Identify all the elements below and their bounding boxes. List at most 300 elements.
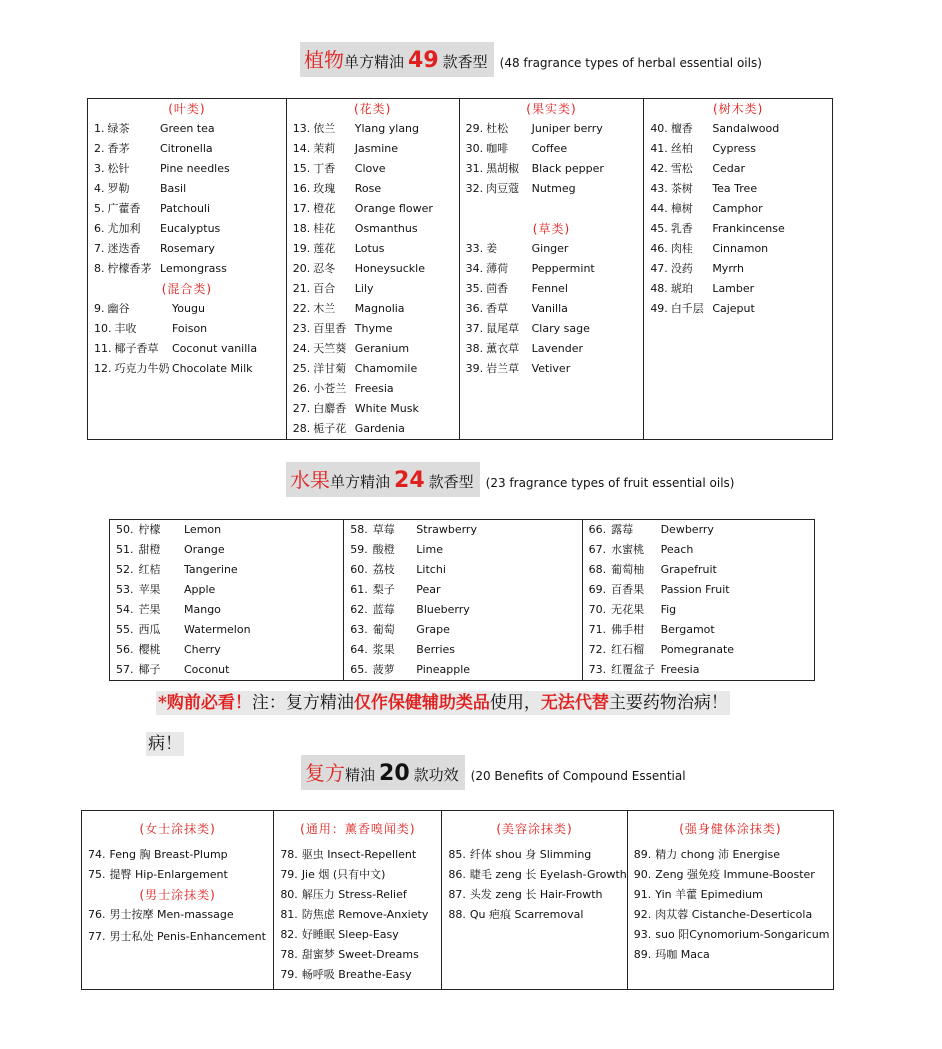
item-cn-name: 浆果 — [372, 643, 395, 656]
item-cn-name: 露莓 — [611, 523, 634, 536]
item-en-name: Eucalyptus — [160, 222, 221, 235]
item-cn-name: 红覆盆子 — [611, 663, 656, 676]
oil-item — [644, 299, 832, 319]
purchase-notice — [156, 688, 730, 713]
oil-item — [460, 319, 644, 339]
item-en-name: Rosemary — [160, 242, 215, 255]
section2-title-en: (23 fragrance types of fruit essential oils) — [485, 476, 735, 490]
item-cn-name: 茉莉 — [313, 142, 336, 155]
item-number: 50. — [116, 523, 134, 536]
item-number: 87. — [448, 888, 466, 901]
item-en-name: Magnolia — [354, 302, 405, 315]
item-cn-name: 佛手柑 — [611, 623, 645, 636]
benefit-item — [442, 905, 626, 925]
item-cn-name: 肉豆蔻 — [486, 182, 520, 195]
item-number: 55. — [116, 623, 134, 636]
item-en-name: Black pepper — [531, 162, 604, 175]
item-cn-name: 橙花 — [313, 202, 336, 215]
item-en-name: Fennel — [531, 282, 568, 295]
item-en-name: Lotus — [354, 242, 385, 255]
oil-item — [644, 159, 832, 179]
item-en-name: Cedar — [712, 162, 746, 175]
item-cn-name: 丁香 — [313, 162, 336, 175]
item-en-name: Cinnamon — [712, 242, 769, 255]
section1-title-red: 植物 — [304, 48, 344, 72]
item-number: 37. — [465, 322, 484, 335]
notice-must-read: *购前必看！ — [158, 693, 252, 713]
item-number: 23. — [292, 322, 311, 335]
item-cn-name: 樟树 — [670, 202, 693, 215]
item-cn-name: 肉桂 — [670, 242, 693, 255]
item-number: 68. — [588, 563, 607, 576]
item-number: 78. — [280, 948, 298, 961]
item-en-name: Pomegranate — [660, 643, 735, 656]
item-number: 73. — [588, 663, 607, 676]
oil-item — [88, 159, 286, 179]
item-en-name: Lemon — [184, 523, 222, 536]
item-number: 45. — [650, 222, 668, 235]
item-cn-name: 栀子花 — [313, 422, 347, 435]
item-en-name: Peach — [660, 543, 694, 556]
benefit-item — [82, 927, 273, 949]
benefit-text: 精力 chong 沛 Energise — [655, 848, 781, 861]
item-cn-name: 葡萄柚 — [611, 563, 645, 576]
item-cn-name: 椰子香草 — [114, 342, 159, 355]
benefit-text: Jie 烟 (只有中文) — [301, 868, 386, 881]
item-cn-name: 广藿香 — [107, 202, 141, 215]
item-number: 19. — [292, 242, 311, 255]
oil-item — [460, 239, 644, 259]
item-en-name: Chocolate Milk — [172, 362, 253, 375]
item-cn-name: 红石榴 — [611, 643, 645, 656]
oil-item — [344, 640, 581, 660]
item-en-name: Yougu — [172, 302, 205, 315]
item-cn-name: 没药 — [670, 262, 693, 275]
benefit-item — [274, 865, 441, 885]
section2-title-num: 24 — [394, 468, 425, 493]
item-number: 38. — [465, 342, 484, 355]
oil-item — [287, 199, 459, 219]
item-number: 59. — [350, 543, 368, 556]
item-en-name: Pineapple — [416, 663, 471, 676]
benefit-text: 玛咖 Maca — [655, 948, 710, 961]
item-number: 26. — [292, 382, 311, 395]
item-en-name: Myrrh — [712, 262, 744, 275]
category-heading: (草类) — [532, 222, 571, 236]
item-number: 20. — [292, 262, 311, 275]
oil-item — [287, 179, 459, 199]
benefit-column-1 — [82, 811, 274, 990]
item-en-name: Freesia — [660, 663, 700, 676]
item-en-name: Thyme — [354, 322, 393, 335]
oil-item — [644, 179, 832, 199]
category-heading: (混合类) — [161, 282, 213, 296]
item-cn-name: 姜 — [486, 242, 498, 255]
item-cn-name: 檀香 — [670, 122, 693, 135]
item-number: 12. — [94, 362, 112, 375]
benefit-text: 驱虫 Insect-Repellent — [301, 848, 417, 861]
item-en-name: Lily — [354, 282, 374, 295]
benefit-item — [82, 845, 273, 865]
item-en-name: Citronella — [160, 142, 213, 155]
oil-item — [460, 159, 644, 179]
item-number: 82. — [280, 928, 298, 941]
item-en-name: Rose — [354, 182, 382, 195]
oil-item — [460, 279, 644, 299]
oil-item — [88, 239, 286, 259]
item-number: 27. — [292, 402, 311, 415]
category-heading: (花类) — [354, 102, 392, 116]
benefit-item — [628, 865, 833, 885]
section2-title-box — [286, 462, 480, 497]
oil-item — [88, 139, 286, 159]
item-number: 40. — [650, 122, 668, 135]
section2-heading — [286, 462, 734, 497]
oil-item — [460, 179, 644, 199]
item-cn-name: 茴香 — [486, 282, 509, 295]
item-cn-name: 岩兰草 — [486, 362, 520, 375]
oil-item — [88, 339, 286, 359]
item-number: 9. — [94, 302, 105, 315]
item-cn-name: 水蜜桃 — [611, 543, 645, 556]
oil-item — [110, 540, 343, 560]
fruit-oils-table — [109, 519, 815, 681]
herbal-column-3 — [459, 99, 644, 440]
item-en-name: Dewberry — [660, 523, 714, 536]
item-number: 42. — [650, 162, 668, 175]
item-number: 63. — [350, 623, 368, 636]
item-number: 21. — [292, 282, 311, 295]
item-number: 72. — [588, 643, 607, 656]
benefit-item — [628, 945, 833, 965]
item-en-name: Camphor — [712, 202, 763, 215]
benefit-column-2 — [274, 811, 442, 990]
item-number: 5. — [94, 202, 105, 215]
herbal-column-2 — [286, 99, 459, 440]
section3-heading — [301, 755, 686, 790]
benefit-text: 睫毛 zeng 长 Eyelash-Growth — [469, 868, 627, 881]
item-en-name: Patchouli — [160, 202, 211, 215]
section3-title-red: 复方 — [305, 761, 345, 785]
item-cn-name: 黑胡椒 — [486, 162, 520, 175]
section3-title-end: 款功效 — [413, 766, 459, 784]
item-en-name: Green tea — [160, 122, 215, 135]
oil-item — [110, 600, 343, 620]
oil-item — [287, 379, 459, 399]
fruit-column-2 — [344, 520, 582, 681]
item-number: 28. — [292, 422, 311, 435]
item-number: 35. — [465, 282, 484, 295]
herbal-oils-table — [87, 98, 833, 440]
notice-text-2: 使用， — [489, 693, 541, 713]
fruit-column-1 — [110, 520, 344, 681]
item-number: 64. — [350, 643, 368, 656]
item-cn-name: 芒果 — [138, 603, 161, 616]
item-number: 60. — [350, 563, 368, 576]
benefit-column-3 — [442, 811, 627, 990]
item-en-name: Clary sage — [531, 322, 590, 335]
item-number: 46. — [650, 242, 668, 255]
oil-item — [88, 179, 286, 199]
item-number: 70. — [588, 603, 607, 616]
oil-item — [644, 139, 832, 159]
oil-item — [88, 219, 286, 239]
item-cn-name: 薰衣草 — [486, 342, 520, 355]
oil-item — [460, 299, 644, 319]
item-en-name: Bergamot — [660, 623, 715, 636]
oil-item — [583, 640, 814, 660]
item-number: 36. — [465, 302, 484, 315]
notice-line1 — [156, 691, 730, 715]
item-en-name: Foison — [172, 322, 208, 335]
item-cn-name: 荔枝 — [372, 563, 395, 576]
section3-title-box — [301, 755, 465, 790]
category-heading: (果实类) — [526, 102, 577, 116]
item-number: 22. — [292, 302, 311, 315]
compound-benefits-table — [81, 810, 834, 990]
notice-line2: 病！ — [148, 734, 182, 754]
item-number: 66. — [588, 523, 607, 536]
item-en-name: Coconut — [184, 663, 230, 676]
section3-title-en: (20 Benefits of Compound Essential — [470, 769, 686, 783]
item-en-name: Honeysuckle — [354, 262, 425, 275]
item-number: 1. — [94, 122, 105, 135]
category-heading: (女士涂抹类) — [139, 822, 216, 836]
item-number: 34. — [465, 262, 484, 275]
item-number: 43. — [650, 182, 668, 195]
oil-item — [460, 339, 644, 359]
item-en-name: Coffee — [531, 142, 568, 155]
item-cn-name: 薄荷 — [486, 262, 509, 275]
item-cn-name: 罗勒 — [107, 182, 130, 195]
benefit-text: 甜蜜梦 Sweet-Dreams — [301, 948, 419, 961]
herbal-column-1 — [88, 99, 287, 440]
item-number: 7. — [94, 242, 105, 255]
item-number: 48. — [650, 282, 668, 295]
item-cn-name: 杜松 — [486, 122, 509, 135]
oil-item — [583, 660, 814, 680]
category-heading: (男士涂抹类) — [139, 888, 216, 902]
item-en-name: Freesia — [354, 382, 394, 395]
oil-item — [344, 540, 581, 560]
oil-item — [344, 600, 581, 620]
benefit-text: 男士按摩 Men-massage — [109, 908, 234, 921]
item-cn-name: 桂花 — [313, 222, 336, 235]
item-cn-name: 绿茶 — [107, 122, 130, 135]
item-number: 17. — [292, 202, 311, 215]
section1-heading — [300, 42, 762, 77]
item-cn-name: 香草 — [486, 302, 509, 315]
item-cn-name: 白千层 — [670, 302, 704, 315]
item-en-name: Basil — [160, 182, 187, 195]
item-en-name: Frankincense — [712, 222, 785, 235]
benefit-item — [628, 845, 833, 865]
oil-item — [287, 339, 459, 359]
oil-item — [110, 560, 343, 580]
notice-text-1: 注：复方精油 — [251, 693, 354, 713]
oil-item — [644, 119, 832, 139]
oil-item — [460, 259, 644, 279]
oil-item — [110, 640, 343, 660]
item-cn-name: 百里香 — [313, 322, 347, 335]
notice-text-3: 主要药物治病！ — [608, 693, 728, 713]
item-number: 78. — [280, 848, 298, 861]
section1-title-box — [300, 42, 494, 77]
benefit-item — [442, 865, 626, 885]
item-number: 77. — [88, 930, 106, 943]
benefit-text: 男士私处 Penis-Enhancement — [109, 930, 266, 943]
item-number: 11. — [94, 342, 112, 355]
item-en-name: Lime — [416, 543, 443, 556]
item-number: 32. — [465, 182, 484, 195]
oil-item — [110, 620, 343, 640]
item-number: 39. — [465, 362, 484, 375]
item-cn-name: 梨子 — [372, 583, 395, 596]
item-en-name: Grape — [416, 623, 450, 636]
item-number: 14. — [292, 142, 311, 155]
item-cn-name: 苹果 — [138, 583, 161, 596]
item-en-name: Peppermint — [531, 262, 595, 275]
item-cn-name: 雪松 — [670, 162, 693, 175]
item-number: 76. — [88, 908, 106, 921]
benefit-text: 头发 zeng 长 Hair-Frowth — [469, 888, 603, 901]
oil-item — [344, 580, 581, 600]
item-cn-name: 白麝香 — [313, 402, 347, 415]
item-cn-name: 葡萄 — [372, 623, 395, 636]
benefit-column-4 — [627, 811, 833, 990]
item-number: 79. — [280, 968, 298, 981]
item-en-name: Geranium — [354, 342, 410, 355]
item-cn-name: 草莓 — [372, 523, 395, 536]
oil-item — [88, 119, 286, 139]
item-number: 44. — [650, 202, 668, 215]
item-cn-name: 乳香 — [670, 222, 693, 235]
oil-item — [287, 299, 459, 319]
oil-item — [644, 279, 832, 299]
oil-item — [287, 219, 459, 239]
item-number: 16. — [292, 182, 311, 195]
benefit-text: 纤体 shou 身 Slimming — [469, 848, 592, 861]
item-en-name: Ylang ylang — [354, 122, 420, 135]
category-heading: (通用：薰香嗅闻类) — [300, 822, 416, 836]
benefit-text: Yin 羊藿 Epimedium — [655, 888, 763, 901]
oil-item — [583, 540, 814, 560]
section1-title-mid: 单方精油 — [344, 53, 405, 71]
oil-item — [644, 219, 832, 239]
item-en-name: Apple — [184, 583, 216, 596]
item-number: 71. — [588, 623, 607, 636]
item-cn-name: 迷迭香 — [107, 242, 141, 255]
benefit-text: Qu 疤痕 Scarremoval — [469, 908, 584, 921]
item-en-name: Vetiver — [531, 362, 571, 375]
benefit-text: 防焦虑 Remove-Anxiety — [301, 908, 429, 921]
item-number: 24. — [292, 342, 311, 355]
item-number: 6. — [94, 222, 105, 235]
benefit-item — [274, 845, 441, 865]
item-number: 62. — [350, 603, 368, 616]
category-heading: (树木类) — [712, 102, 764, 116]
item-number: 4. — [94, 182, 105, 195]
item-en-name: Orange — [184, 543, 225, 556]
item-en-name: Strawberry — [416, 523, 477, 536]
item-cn-name: 无花果 — [611, 603, 645, 616]
item-number: 8. — [94, 262, 105, 275]
item-cn-name: 玫瑰 — [313, 182, 336, 195]
oil-item — [344, 660, 581, 680]
oil-item — [344, 520, 581, 540]
benefit-text: Zeng 强免疫 Immune-Booster — [655, 868, 815, 881]
item-cn-name: 百合 — [313, 282, 336, 295]
item-cn-name: 香茅 — [107, 142, 130, 155]
item-cn-name: 菠萝 — [372, 663, 395, 676]
item-cn-name: 莲花 — [313, 242, 336, 255]
item-number: 79. — [280, 868, 298, 881]
benefit-text: 畅呼吸 Breathe-Easy — [301, 968, 412, 981]
item-cn-name: 洋甘菊 — [313, 362, 347, 375]
item-en-name: Grapefruit — [660, 563, 717, 576]
notice-health-aid: 仅作保健辅助类品 — [353, 693, 490, 713]
item-en-name: Tea Tree — [712, 182, 758, 195]
oil-item — [644, 259, 832, 279]
item-en-name: Coconut vanilla — [172, 342, 258, 355]
oil-item — [110, 660, 343, 680]
item-en-name: Vanilla — [531, 302, 568, 315]
oil-item — [644, 239, 832, 259]
section2-title-end: 款香型 — [428, 473, 474, 491]
item-en-name: Berries — [416, 643, 456, 656]
benefit-item — [442, 845, 626, 865]
oil-item — [110, 520, 343, 540]
item-en-name: Tangerine — [184, 563, 238, 576]
item-number: 51. — [116, 543, 134, 556]
item-en-name: Pine needles — [160, 162, 230, 175]
benefit-item — [274, 945, 441, 965]
benefit-item — [274, 885, 441, 905]
item-en-name: Cherry — [184, 643, 221, 656]
item-en-name: Nutmeg — [531, 182, 576, 195]
item-number: 3. — [94, 162, 105, 175]
oil-item — [287, 419, 459, 439]
benefit-item — [274, 925, 441, 945]
item-number: 58. — [350, 523, 368, 536]
oil-item — [583, 580, 814, 600]
item-en-name: Passion Fruit — [660, 583, 730, 596]
oil-item — [287, 139, 459, 159]
item-number: 47. — [650, 262, 668, 275]
oil-item — [287, 239, 459, 259]
oil-item — [88, 199, 286, 219]
item-cn-name: 忍冬 — [313, 262, 336, 275]
item-number: 93. — [633, 928, 652, 941]
section1-title-end: 款香型 — [442, 53, 488, 71]
item-number: 89. — [633, 848, 652, 861]
item-en-name: Watermelon — [184, 623, 251, 636]
item-number: 33. — [465, 242, 484, 255]
herbal-column-4 — [644, 99, 833, 440]
item-cn-name: 松针 — [107, 162, 130, 175]
oil-item — [287, 259, 459, 279]
section3-title-num: 20 — [379, 761, 410, 786]
item-cn-name: 蓝莓 — [372, 603, 395, 616]
oil-item — [583, 600, 814, 620]
section3-title-mid: 精油 — [345, 766, 376, 784]
item-number: 90. — [633, 868, 652, 881]
section1-title-num: 49 — [408, 48, 439, 73]
item-cn-name: 小苍兰 — [313, 382, 347, 395]
benefit-item — [628, 905, 833, 925]
item-number: 57. — [116, 663, 134, 676]
item-number: 31. — [465, 162, 484, 175]
